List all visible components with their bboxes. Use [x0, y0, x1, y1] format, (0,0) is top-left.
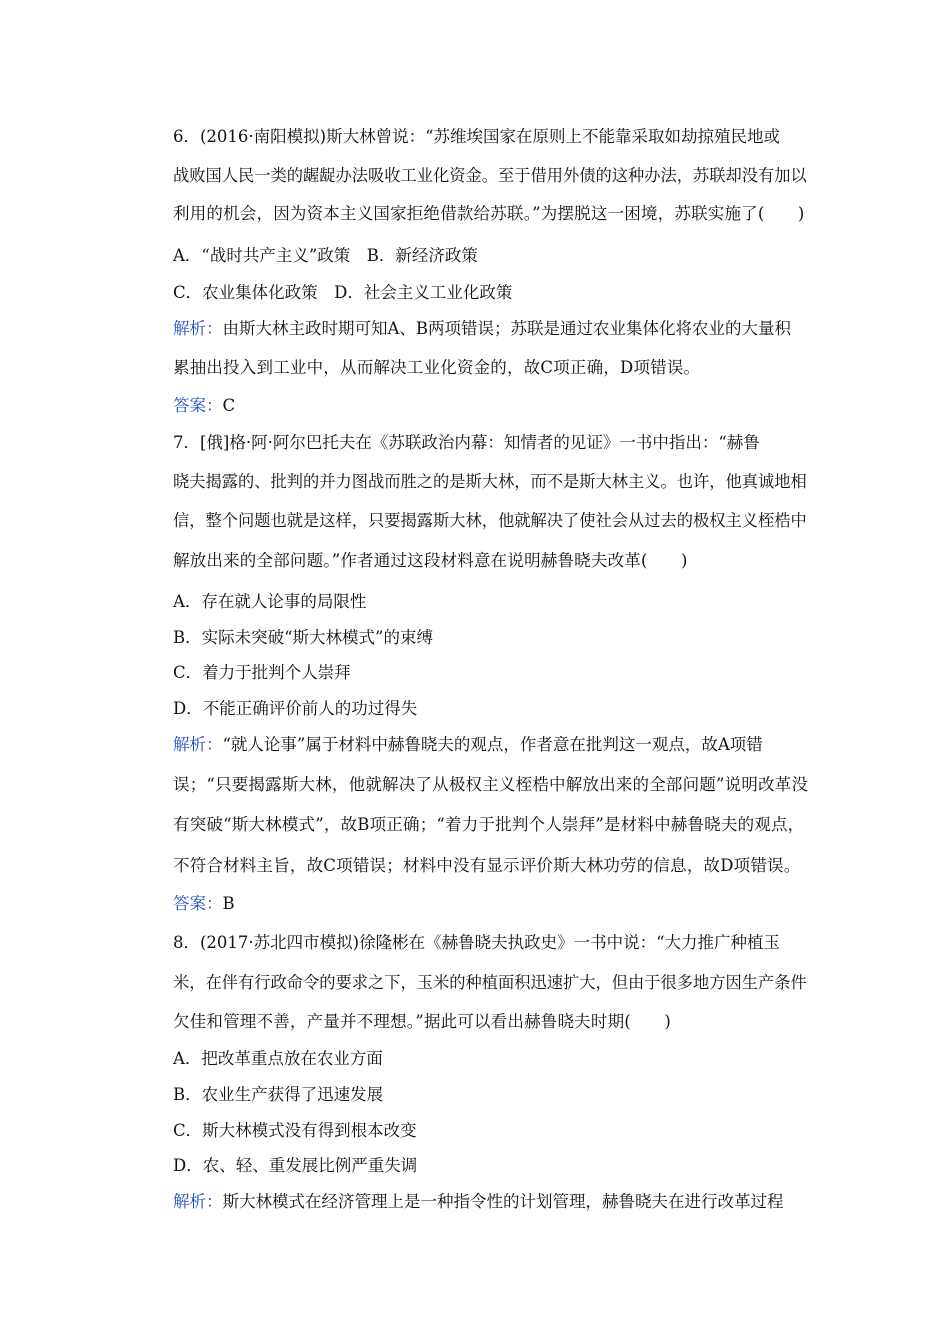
- q7-analysis-line-2: 误；“只要揭露斯大林，他就解决了从极权主义桎梏中解放出来的全部问题”说明改革没: [173, 775, 809, 794]
- q6-stem-line-2: 战败国人民一类的龌龊办法吸收工业化资金。至于借用外债的这种办法，苏联却没有加以: [173, 166, 807, 185]
- q6-option-line-1: A．“战时共产主义”政策 B．新经济政策: [173, 246, 478, 265]
- q7-stem-line-3: 信，整个问题也就是这样，只要揭露斯大林，他就解决了使社会从过去的极权主义桎梏中: [173, 511, 807, 530]
- q7-answer-value: B: [222, 894, 235, 913]
- q7-option-b: B．实际未突破“斯大林模式”的束缚: [173, 628, 433, 647]
- q7-analysis-text-1: “就人论事”属于材料中赫鲁晓夫的观点，作者意在批判这一观点，故A项错: [222, 735, 763, 754]
- q6-stem-line-1: 6．(2016·南阳模拟)斯大林曾说：“苏维埃国家在原则上不能靠采取如劫掠殖民地或: [173, 127, 781, 146]
- q7-stem-line-2: 晓夫揭露的、批判的并力图战而胜之的是斯大林，而不是斯大林主义。也许，他真诚地相: [173, 472, 807, 491]
- q7-answer-line: [173, 893, 235, 915]
- q6-analysis-text-1: 由斯大林主政时期可知A、B两项错误；苏联是通过农业集体化将农业的大量积: [222, 319, 792, 338]
- analysis-label: 解析：: [173, 1192, 223, 1211]
- q6-answer-value: C: [222, 396, 236, 415]
- q6-analysis-line-1: [173, 318, 791, 340]
- q6-stem-line-3: 利用的机会，因为资本主义国家拒绝借款给苏联。”为摆脱这一困境，苏联实施了( ): [173, 204, 805, 223]
- answer-label: 答案：: [173, 396, 223, 415]
- q7-stem-line-1: 7．[俄]格·阿·阿尔巴托夫在《苏联政治内幕：知情者的见证》一书中指出：“赫鲁: [173, 433, 760, 452]
- q7-analysis-line-1: [173, 734, 763, 756]
- q8-analysis-line-1: [173, 1191, 784, 1213]
- q6-answer-line: [173, 395, 235, 417]
- q7-analysis-line-4: 不符合材料主旨，故C项错误；材料中没有显示评价斯大林功劳的信息，故D项错误。: [173, 856, 801, 875]
- q8-option-b: B．农业生产获得了迅速发展: [173, 1085, 384, 1104]
- analysis-label: 解析：: [173, 319, 223, 338]
- analysis-label: 解析：: [173, 735, 223, 754]
- answer-label: 答案：: [173, 894, 223, 913]
- q7-stem-line-4: 解放出来的全部问题。”作者通过这段材料意在说明赫鲁晓夫改革( ): [173, 551, 688, 570]
- q8-stem-line-1: 8．(2017·苏北四市模拟)徐隆彬在《赫鲁晓夫执政史》一书中说：“大力推广种植玉: [173, 933, 781, 952]
- q6-analysis-line-2: 累抽出投入到工业中，从而解决工业化资金的，故C项正确，D项错误。: [173, 358, 701, 377]
- q6-option-line-2: C．农业集体化政策 D．社会主义工业化政策: [173, 283, 513, 302]
- q7-option-d: D．不能正确评价前人的功过得失: [173, 699, 418, 718]
- q8-analysis-text-1: 斯大林模式在经济管理上是一种指令性的计划管理，赫鲁晓夫在进行改革过程: [222, 1192, 784, 1211]
- q7-option-c: C．着力于批判个人崇拜: [173, 663, 351, 682]
- q7-option-a: A．存在就人论事的局限性: [173, 592, 367, 611]
- q8-option-a: A．把改革重点放在农业方面: [173, 1049, 383, 1068]
- q8-option-d: D．农、轻、重发展比例严重失调: [173, 1156, 418, 1175]
- q8-stem-line-3: 欠佳和管理不善，产量并不理想。”据此可以看出赫鲁晓夫时期( ): [173, 1012, 671, 1031]
- q8-option-c: C．斯大林模式没有得到根本改变: [173, 1121, 417, 1140]
- q8-stem-line-2: 米，在伴有行政命令的要求之下，玉米的种植面积迅速扩大，但由于很多地方因生产条件: [173, 973, 807, 992]
- q7-analysis-line-3: 有突破“斯大林模式”，故B项正确；“着力于批判个人崇拜”是材料中赫鲁晓夫的观点，: [173, 815, 805, 834]
